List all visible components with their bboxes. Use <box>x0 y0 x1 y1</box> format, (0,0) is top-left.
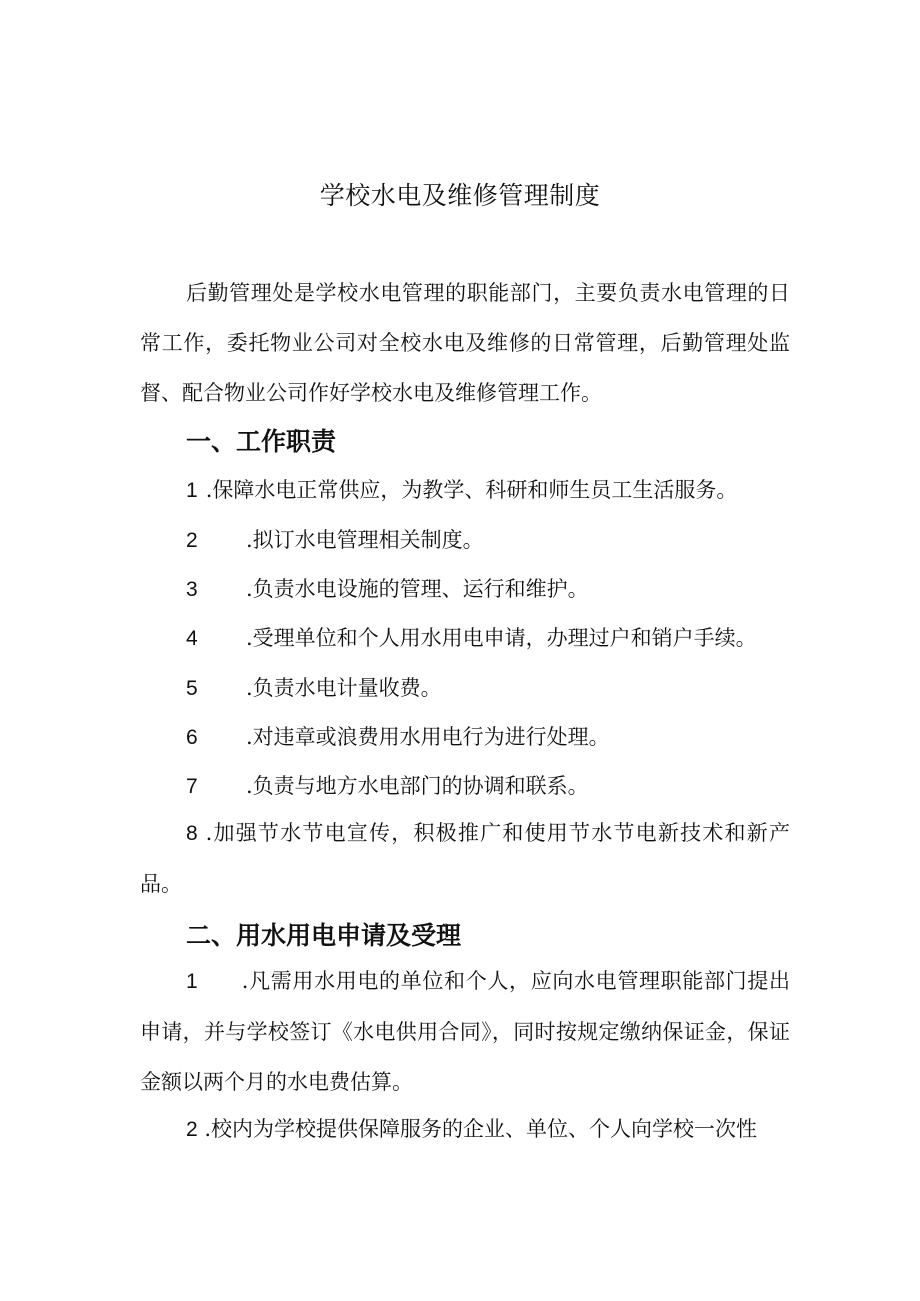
list-item-text: .负责与地方水电部门的协调和联系。 <box>246 774 589 798</box>
list-item <box>186 672 442 702</box>
list-item-number: 1 <box>186 479 198 502</box>
list-item-text: .加强节水节电宣传，积极推广和使用节水节电新技术和新产品。 <box>140 821 790 896</box>
list-item-text: .负责水电设施的管理、运行和维护。 <box>246 577 589 601</box>
page-title: 学校水电及维修管理制度 <box>319 181 601 210</box>
list-item-text: .受理单位和个人用水用电申请，办理过户和销户手续。 <box>246 626 757 650</box>
list-item-number: 3 <box>186 578 198 601</box>
list-item <box>140 956 790 1107</box>
list-item-number: 4 <box>186 627 198 650</box>
section-heading-duties: 一、工作职责 <box>186 427 337 456</box>
list-item-text: .凡需用水用电的单位和个人，应向水电管理职能部门提出申请，并与学校签订《水电供用合同》，同时按规定缴纳保证金，保证金额以两个月的水电费估算。 <box>140 969 790 1094</box>
list-item <box>140 1104 790 1155</box>
list-item <box>186 721 610 751</box>
list-item <box>140 808 790 909</box>
list-item <box>186 524 484 554</box>
intro-paragraph: 后勤管理处是学校水电管理的职能部门，主要负责水电管理的日常工作，委托物业公司对全校水电及维修的日常管理，后勤管理处监督、配合物业公司作好学校水电及维修管理工作。 <box>140 281 790 405</box>
list-item-text: .保障水电正常供应，为教学、科研和师生员工生活服务。 <box>205 478 738 502</box>
list-item-number: 2 <box>186 529 198 552</box>
list-item-text: .对违章或浪费用水用电行为进行处理。 <box>246 725 610 749</box>
list-item <box>186 622 757 652</box>
list-item <box>186 474 737 504</box>
list-item <box>186 573 589 603</box>
list-item-text: .校内为学校提供保障服务的企业、单位、个人向学校一次性 <box>204 1117 758 1141</box>
list-item-text: .负责水电计量收费。 <box>246 676 442 700</box>
list-item-number: 5 <box>186 677 198 700</box>
list-item-number: 2 <box>186 1118 198 1141</box>
section-heading-application: 二、用水用电申请及受理 <box>186 921 462 950</box>
list-item-number: 8 <box>186 822 198 845</box>
list-item <box>186 770 589 800</box>
list-item-number: 7 <box>186 775 198 798</box>
list-item-number: 1 <box>186 970 198 993</box>
list-item-text: .拟订水电管理相关制度。 <box>246 528 484 552</box>
list-item-number: 6 <box>186 726 198 749</box>
